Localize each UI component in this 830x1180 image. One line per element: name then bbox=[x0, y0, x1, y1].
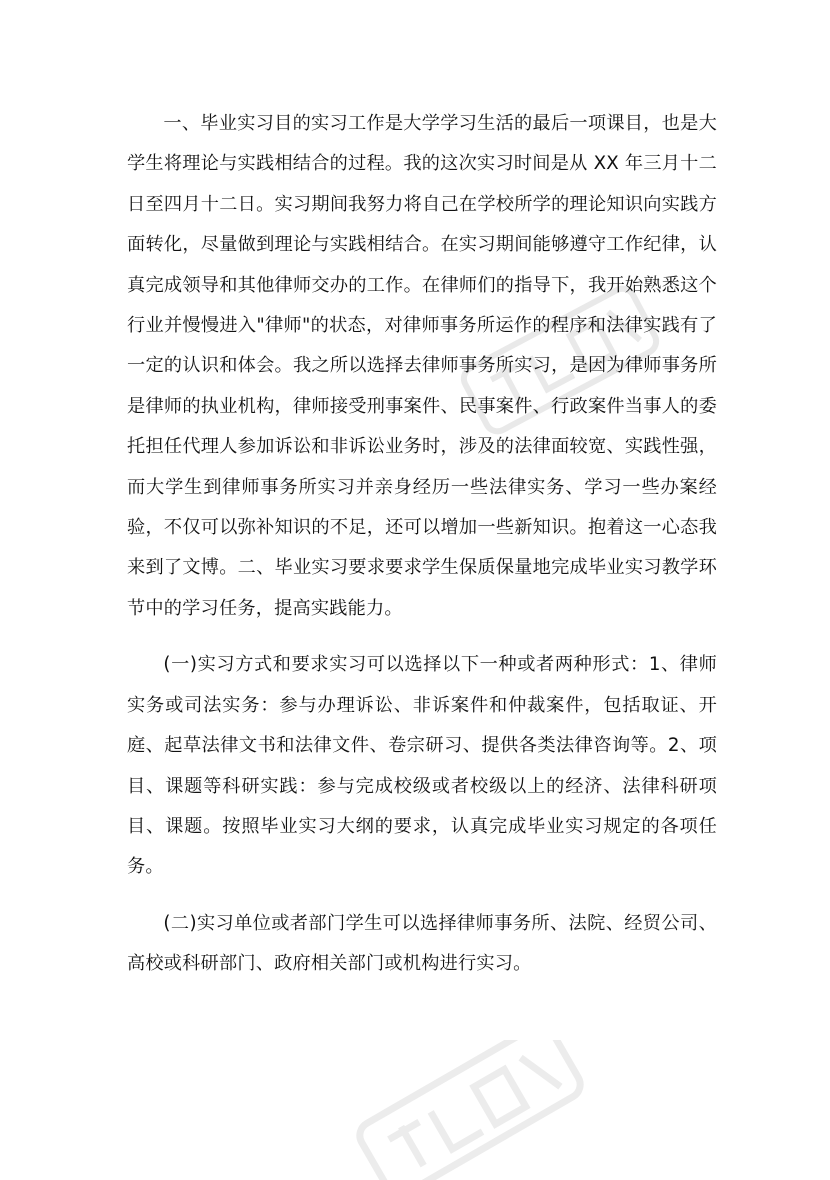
paragraph-internship-methods: (一)实习方式和要求实习可以选择以下一种或者两种形式：1、律师实务或司法实务：参与办理诉讼、非诉案件和仲裁案件，包括取证、开庭、起草法律文书和法律文件、卷宗研习、提供各类法律咨询等。2、项目、课题等科研实践：参与完成校级或者校级以上的经济、法律科研项目、课题。按照毕业实习大纲的要求，认真完成毕业实习规定的各项任务。 bbox=[127, 654, 717, 878]
watermark-stamp-bottom bbox=[340, 1040, 600, 1180]
paragraph-internship-purpose: 一、毕业实习目的实习工作是大学学习生活的最后一项课目，也是大学生将理论与实践相结合的过程。我的这次实习时间是从 XX 年三月十二日至四月十二日。实习期间我努力将自己在学校所学的理论知识向实践方面转化，尽量做到理论与实践相结合。在实习期间能够遵守工作纪律，认真完成领导和其他律师交办的工作。在律师们的指导下，我开始熟悉这个行业并慢慢进入"律师"的状态，对律师事务所运作的程序和法律实践有了一定的认识和体会。我之所以选择去律师事务所实习，是因为律师事务所是律师的执业机构，律师接受刑事案件、民事案件、行政案件当事人的委托担任代理人参加诉讼和非诉讼业务时，涉及的法律面较宽、实践性强，而大学生到律师事务所实习并亲身经历一些法律实务、学习一些办案经验，不仅可以弥补知识的不足，还可以增加一些新知识。抱着这一心态我来到了文博。二、毕业实习要求要求学生保质保量地完成毕业实习教学环节中的学习任务，提高实践能力。 bbox=[127, 113, 717, 619]
document-body bbox=[127, 104, 717, 1001]
paragraph-internship-units: (二)实习单位或者部门学生可以选择律师事务所、法院、经贸公司、高校或科研部门、政府相关部门或机构进行实习。 bbox=[127, 912, 717, 975]
